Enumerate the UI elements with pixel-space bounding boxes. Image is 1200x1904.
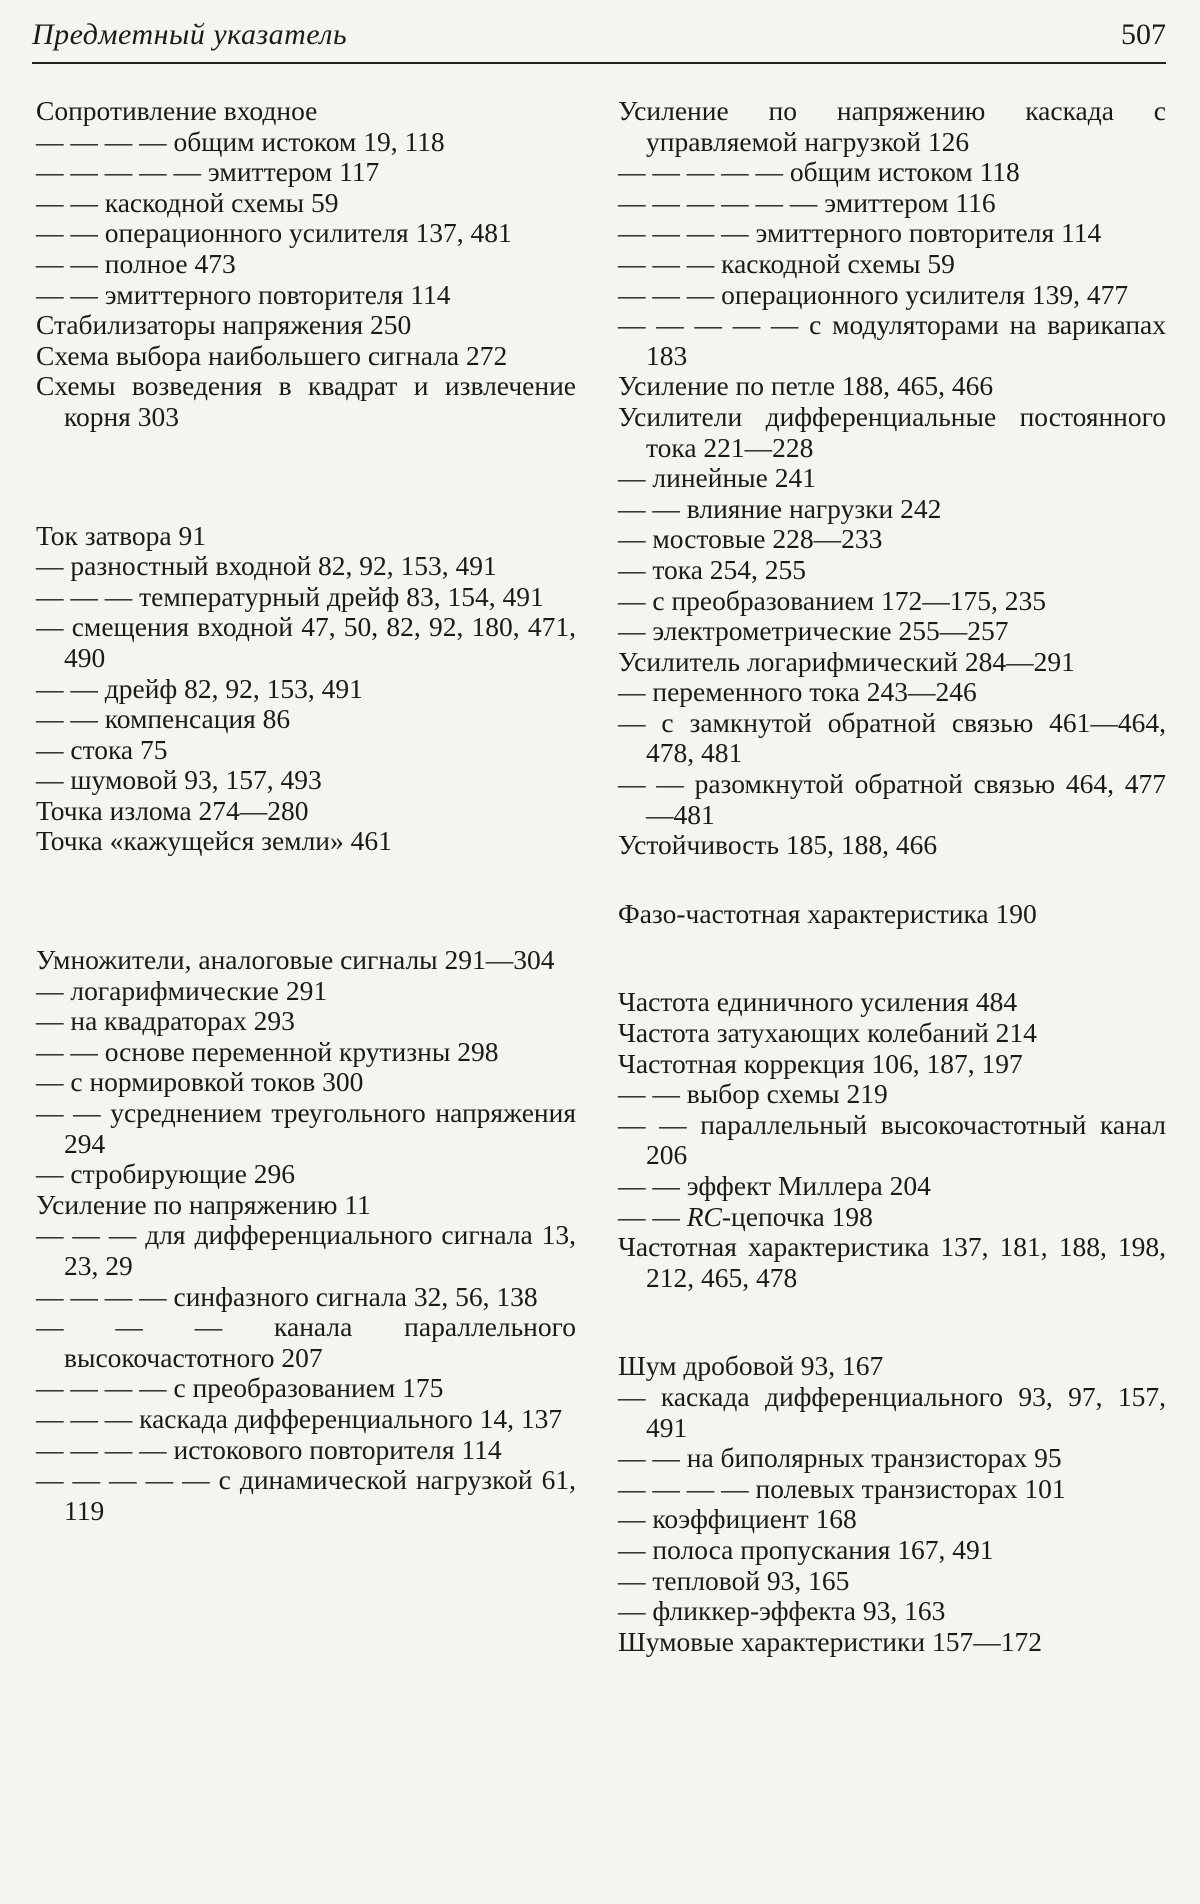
- index-entry: — — — — истокового повторителя 114: [36, 1433, 502, 1465]
- index-entry: Схемы возведения в квадрат и извлечение корня 303: [36, 370, 576, 432]
- index-entry: Шум дробовой 93, 167: [618, 1350, 884, 1382]
- index-column-right: [618, 96, 1166, 1657]
- index-entry: Усилители дифференциальные постоянного тока 221—228: [618, 400, 1166, 463]
- page-number: 507: [1121, 18, 1166, 51]
- index-entry: Стабилизаторы напряжения 250: [36, 309, 412, 341]
- index-entry: — тепловой 93, 165: [618, 1564, 850, 1596]
- index-entry: Частотная коррекция 106, 187, 197: [618, 1047, 1023, 1079]
- rc-prefix: — —: [618, 1200, 687, 1232]
- index-entry: Усиление по петле 188, 465, 466: [618, 370, 994, 402]
- index-entry: — — выбор схемы 219: [618, 1078, 888, 1110]
- index-entry: — — — — общим истоком 19, 118: [36, 125, 445, 157]
- index-entry: Усиление по напряжению каскада с управляемой нагрузкой 126: [618, 95, 1166, 157]
- index-entry: — мостовые 228—233: [618, 523, 883, 555]
- index-entry: — электрометрические 255—257: [618, 615, 1009, 647]
- index-entry: — — каскодной схемы 59: [36, 186, 339, 218]
- index-entry: — — полное 473: [36, 247, 236, 279]
- index-entry: — — — для дифференциального сигнала 13, 23, 29: [36, 1219, 576, 1281]
- index-entry: — разностный входной 82, 92, 153, 491: [36, 550, 497, 582]
- index-entry: — фликкер-эффекта 93, 163: [618, 1595, 946, 1627]
- index-entry: — стробирующие 296: [36, 1158, 296, 1190]
- index-entry: — с преобразованием 172—175, 235: [618, 584, 1047, 616]
- index-entry-rc: [618, 1202, 1166, 1233]
- index-entry: — — основе переменной крутизны 298: [36, 1035, 499, 1067]
- index-entry: Шумовые характеристики 157—172: [618, 1625, 1042, 1657]
- index-entry: — — влияние нагрузки 242: [618, 492, 942, 524]
- index-entry: — — — операционного усилителя 139, 477: [618, 278, 1129, 310]
- index-entry: — — параллельный высокочастотный канал 206: [618, 1108, 1166, 1171]
- index-column-left: [36, 96, 576, 1526]
- index-entry: — — компенсация 86: [36, 703, 291, 735]
- index-entry: — логарифмические 291: [36, 974, 328, 1006]
- index-entry: Устойчивость 185, 188, 466: [618, 829, 938, 861]
- index-entry: — — эмиттерного повторителя 114: [36, 278, 451, 310]
- index-entry: — — — — — общим истоком 118: [618, 156, 1020, 188]
- index-entry: — — — канала параллельного высокочастотного 207: [36, 1311, 576, 1373]
- index-entry: — с замкнутой обратной связью 461—464, 478, 481: [618, 706, 1166, 769]
- index-entry: — — разомкнутой обратной связью 464, 477—481: [618, 768, 1166, 830]
- index-entry: — шумовой 93, 157, 493: [36, 764, 322, 796]
- index-entry: Усилитель логарифмический 284—291: [618, 645, 1075, 677]
- index-entry: — тока 254, 255: [618, 553, 807, 585]
- rc-rest: -цепочка 198: [721, 1200, 873, 1232]
- index-entry: — — — — с преобразованием 175: [36, 1372, 444, 1404]
- index-entry: Точка излома 274—280: [36, 794, 309, 826]
- index-entry: — — операционного усилителя 137, 481: [36, 217, 512, 249]
- index-entry: — — — — — с динамической нагрузкой 61, 119: [36, 1464, 576, 1526]
- index-entry: Точка «кажущейся земли» 461: [36, 825, 392, 857]
- index-entry: — — на биполярных транзисторах 95: [618, 1442, 1062, 1474]
- index-entry: — переменного тока 243—246: [618, 676, 977, 708]
- index-entry: — — эффект Миллера 204: [618, 1170, 931, 1201]
- index-entry: Частота затухающих колебаний 214: [618, 1017, 1037, 1049]
- index-entry: — коэффициент 168: [618, 1503, 857, 1535]
- index-entry: — — — — синфазного сигнала 32, 56, 138: [36, 1280, 538, 1312]
- rc-italic: RC: [686, 1200, 722, 1232]
- index-entry: Ток затвора 91: [36, 519, 206, 551]
- page-header: [32, 14, 1166, 64]
- index-entry: Схема выбора наибольшего сигнала 272: [36, 339, 508, 371]
- index-entry: — с нормировкой токов 300: [36, 1066, 364, 1098]
- index-entry: — — — каскада дифференциального 14, 137: [36, 1402, 563, 1434]
- index-entry: — смещения входной 47, 50, 82, 92, 180, 471, 490: [36, 611, 576, 673]
- index-entry: Сопротивление входное: [36, 95, 318, 126]
- index-entry: Умножители, аналоговые сигналы 291—304: [36, 944, 555, 976]
- index-entry: Усиление по напряжению 11: [36, 1188, 371, 1220]
- index-entry: — полоса пропускания 167, 491: [618, 1533, 994, 1565]
- index-entry: — — дрейф 82, 92, 153, 491: [36, 672, 363, 704]
- index-entry: — — — — — с модуляторами на варикапах 183: [618, 309, 1166, 371]
- index-entry: — — — — эмиттерного повторителя 114: [618, 217, 1102, 249]
- index-entry: — — — каскодной схемы 59: [618, 247, 955, 279]
- index-entry: Частотная характеристика 137, 181, 188, 198, 212, 465, 478: [618, 1231, 1166, 1293]
- index-entry: — — усреднением треугольного напряжения 294: [36, 1097, 576, 1159]
- index-entry: — — — — полевых транзисторах 101: [618, 1472, 1066, 1504]
- index-entry: — — — — — — эмиттером 116: [618, 186, 996, 218]
- index-entry: Частота единичного усиления 484: [618, 986, 1018, 1018]
- index-entry: — каскада дифференциального 93, 97, 157, 491: [618, 1380, 1166, 1443]
- index-entry: — на квадраторах 293: [36, 1005, 295, 1037]
- index-entry: — стока 75: [36, 733, 168, 765]
- index-entry: — — — температурный дрейф 83, 154, 491: [36, 580, 544, 612]
- running-title: Предметный указатель: [32, 18, 348, 51]
- index-entry: — — — — — эмиттером 117: [36, 156, 380, 188]
- index-entry: — линейные 241: [618, 462, 816, 494]
- index-entry: Фазо-частотная характеристика 190: [618, 897, 1037, 929]
